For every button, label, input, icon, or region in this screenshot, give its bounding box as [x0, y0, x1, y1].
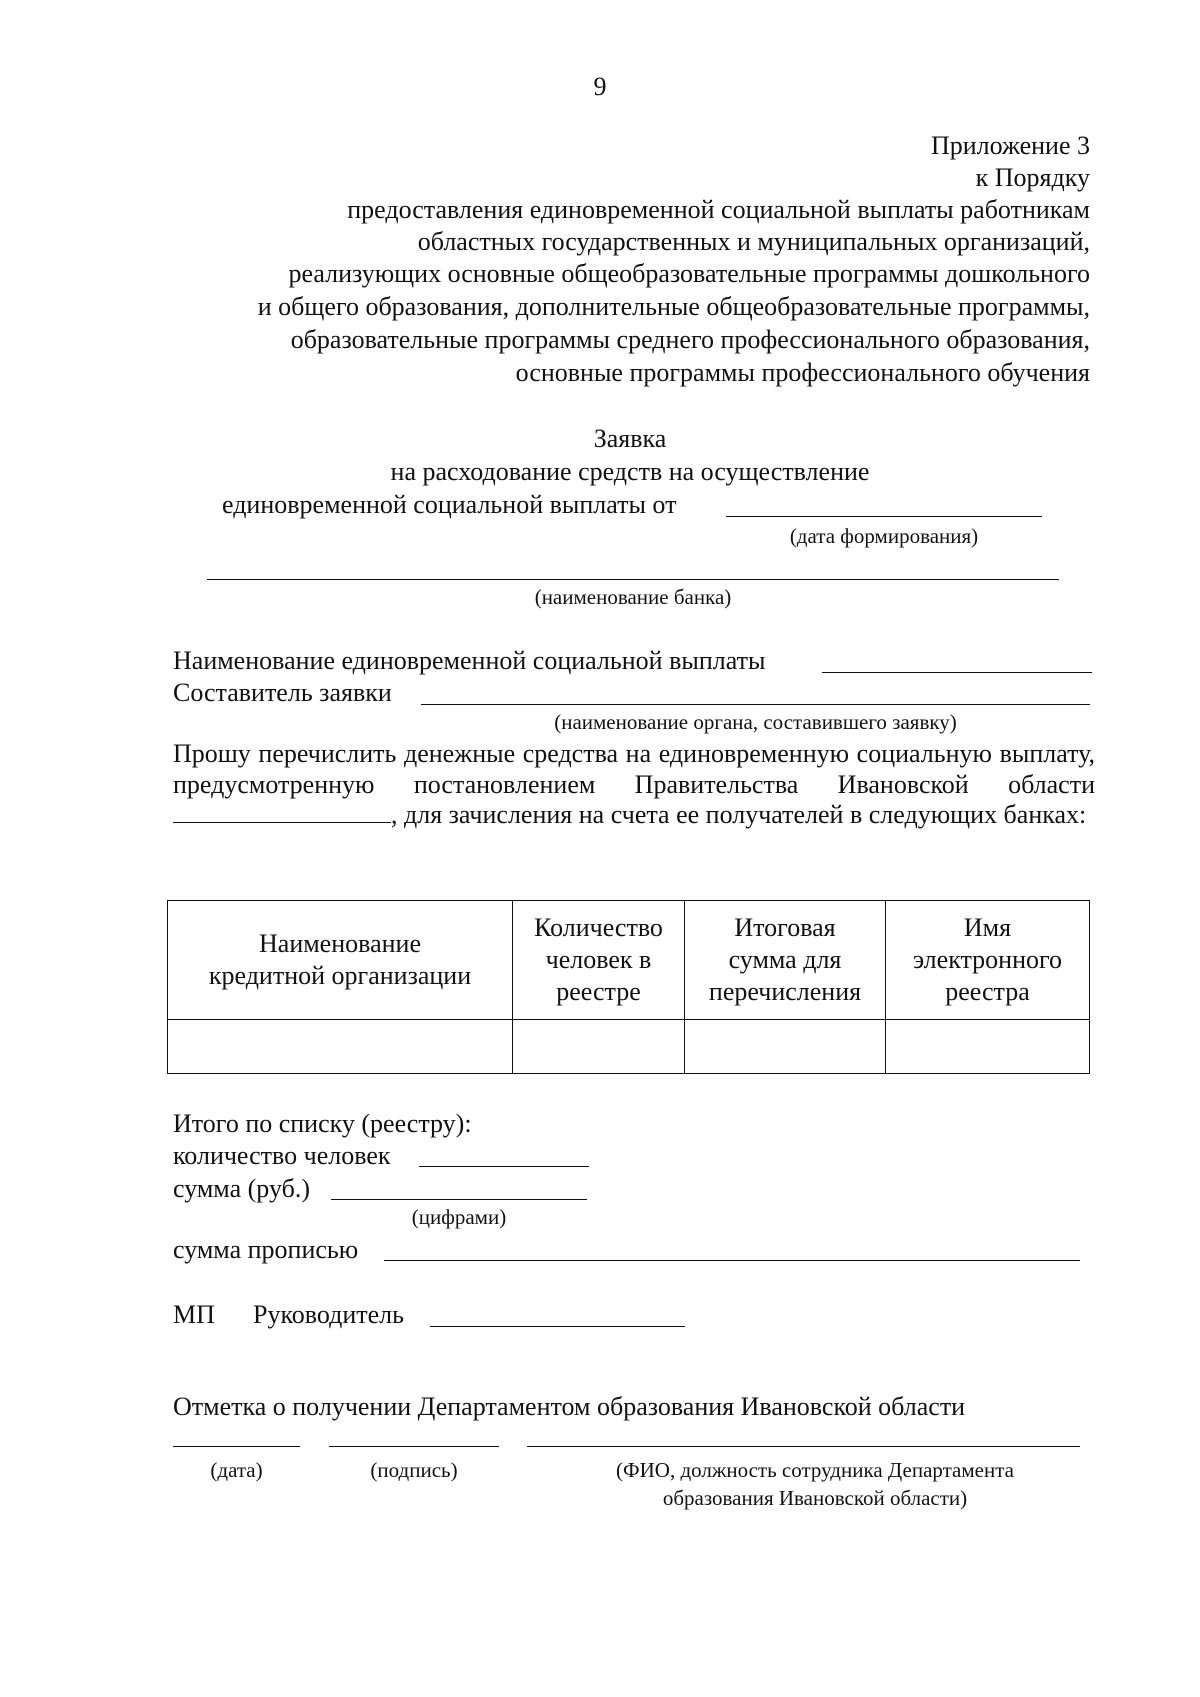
payment-name-field[interactable]: [822, 672, 1092, 673]
header-line: Имя: [963, 913, 1012, 942]
banks-table: [167, 900, 1090, 1074]
header-line: Наименование: [259, 929, 421, 958]
header-line: кредитной организации: [208, 961, 472, 990]
sum-label: сумма (руб.): [173, 1174, 310, 1203]
header-line: человек в: [545, 945, 652, 974]
table-cell-credit-organization[interactable]: [168, 1020, 513, 1074]
column-header-registry-name: [886, 901, 1090, 1020]
table-header-row: [168, 901, 1090, 1020]
sum-words-label: сумма прописью: [173, 1235, 359, 1264]
author-caption: (наименование органа, составившего заявку): [554, 710, 957, 734]
appendix-line: и общего образования, дополнительные общеобразовательные программы,: [257, 292, 1090, 321]
appendix-line: Приложение 3: [930, 131, 1090, 160]
head-label: Руководитель: [253, 1300, 404, 1329]
form-subtitle-date-label: единовременной социальной выплаты от: [222, 490, 677, 519]
formation-date-caption: (дата формирования): [789, 524, 979, 548]
column-header-credit-organization: [168, 901, 513, 1020]
resolution-number-field[interactable]: [173, 800, 391, 823]
people-count-field[interactable]: [419, 1166, 589, 1167]
bank-name-caption: (наименование банка): [534, 585, 732, 609]
header-line: Итоговая: [734, 913, 836, 942]
receipt-heading: Отметка о получении Департаментом образования Ивановской области: [173, 1392, 966, 1421]
totals-heading: Итого по списку (реестру):: [173, 1109, 472, 1138]
appendix-line: реализующих основные общеобразовательные программы дошкольного: [288, 259, 1090, 288]
column-header-people-count: [513, 901, 685, 1020]
header-line: сумма для: [728, 945, 842, 974]
people-count-label: количество человек: [173, 1141, 391, 1170]
author-label: Составитель заявки: [173, 678, 392, 707]
receipt-employee-caption: (ФИО, должность сотрудника Департамента: [616, 1458, 1014, 1482]
request-text-part2: , для зачисления на счета ее получателей в следующих банках:: [391, 800, 1087, 829]
receipt-employee-field[interactable]: [527, 1446, 1080, 1447]
table-cell-people-count[interactable]: [513, 1020, 685, 1074]
header-line: реестре: [556, 977, 641, 1006]
receipt-signature-field[interactable]: [329, 1446, 499, 1447]
formation-date-field[interactable]: [726, 516, 1042, 517]
receipt-signature-caption: (подпись): [370, 1458, 458, 1482]
header-line: Количество: [534, 913, 663, 942]
form-subtitle: на расходование средств на осуществление: [390, 457, 870, 486]
appendix-line: образовательные программы среднего профессионального образования,: [290, 325, 1090, 354]
bank-name-field[interactable]: [207, 579, 1059, 580]
appendix-line: основные программы профессионального обучения: [515, 358, 1090, 387]
sum-words-field[interactable]: [384, 1260, 1080, 1261]
receipt-employee-caption: образования Ивановской области): [662, 1486, 968, 1510]
appendix-line: к Порядку: [975, 163, 1090, 192]
request-paragraph: [173, 739, 1095, 831]
receipt-date-field[interactable]: [173, 1446, 300, 1447]
column-header-total-amount: [685, 901, 886, 1020]
sum-digits-caption: (цифрами): [411, 1205, 507, 1229]
header-line: реестра: [945, 977, 1030, 1006]
author-field[interactable]: [421, 704, 1090, 705]
sum-digits-field[interactable]: [331, 1199, 587, 1200]
appendix-line: предоставления единовременной социальной выплаты работникам: [347, 195, 1090, 224]
request-text-part1: Прошу перечислить денежные средства на единовременную социальную выплату, предусмотренную постановлением Правительства Ивановской области: [173, 739, 1095, 799]
table-cell-registry-name[interactable]: [886, 1020, 1090, 1074]
table-cell-total-amount[interactable]: [685, 1020, 886, 1074]
form-title: Заявка: [593, 424, 667, 453]
stamp-label: МП: [173, 1300, 215, 1329]
page-number: 9: [593, 72, 607, 101]
header-line: перечисления: [708, 977, 862, 1006]
appendix-line: областных государственных и муниципальных организаций,: [417, 227, 1090, 256]
receipt-date-caption: (дата): [210, 1458, 263, 1482]
payment-name-label: Наименование единовременной социальной выплаты: [173, 646, 766, 675]
head-signature-field[interactable]: [430, 1326, 685, 1327]
table-row: [168, 1020, 1090, 1074]
header-line: электронного: [912, 945, 1063, 974]
